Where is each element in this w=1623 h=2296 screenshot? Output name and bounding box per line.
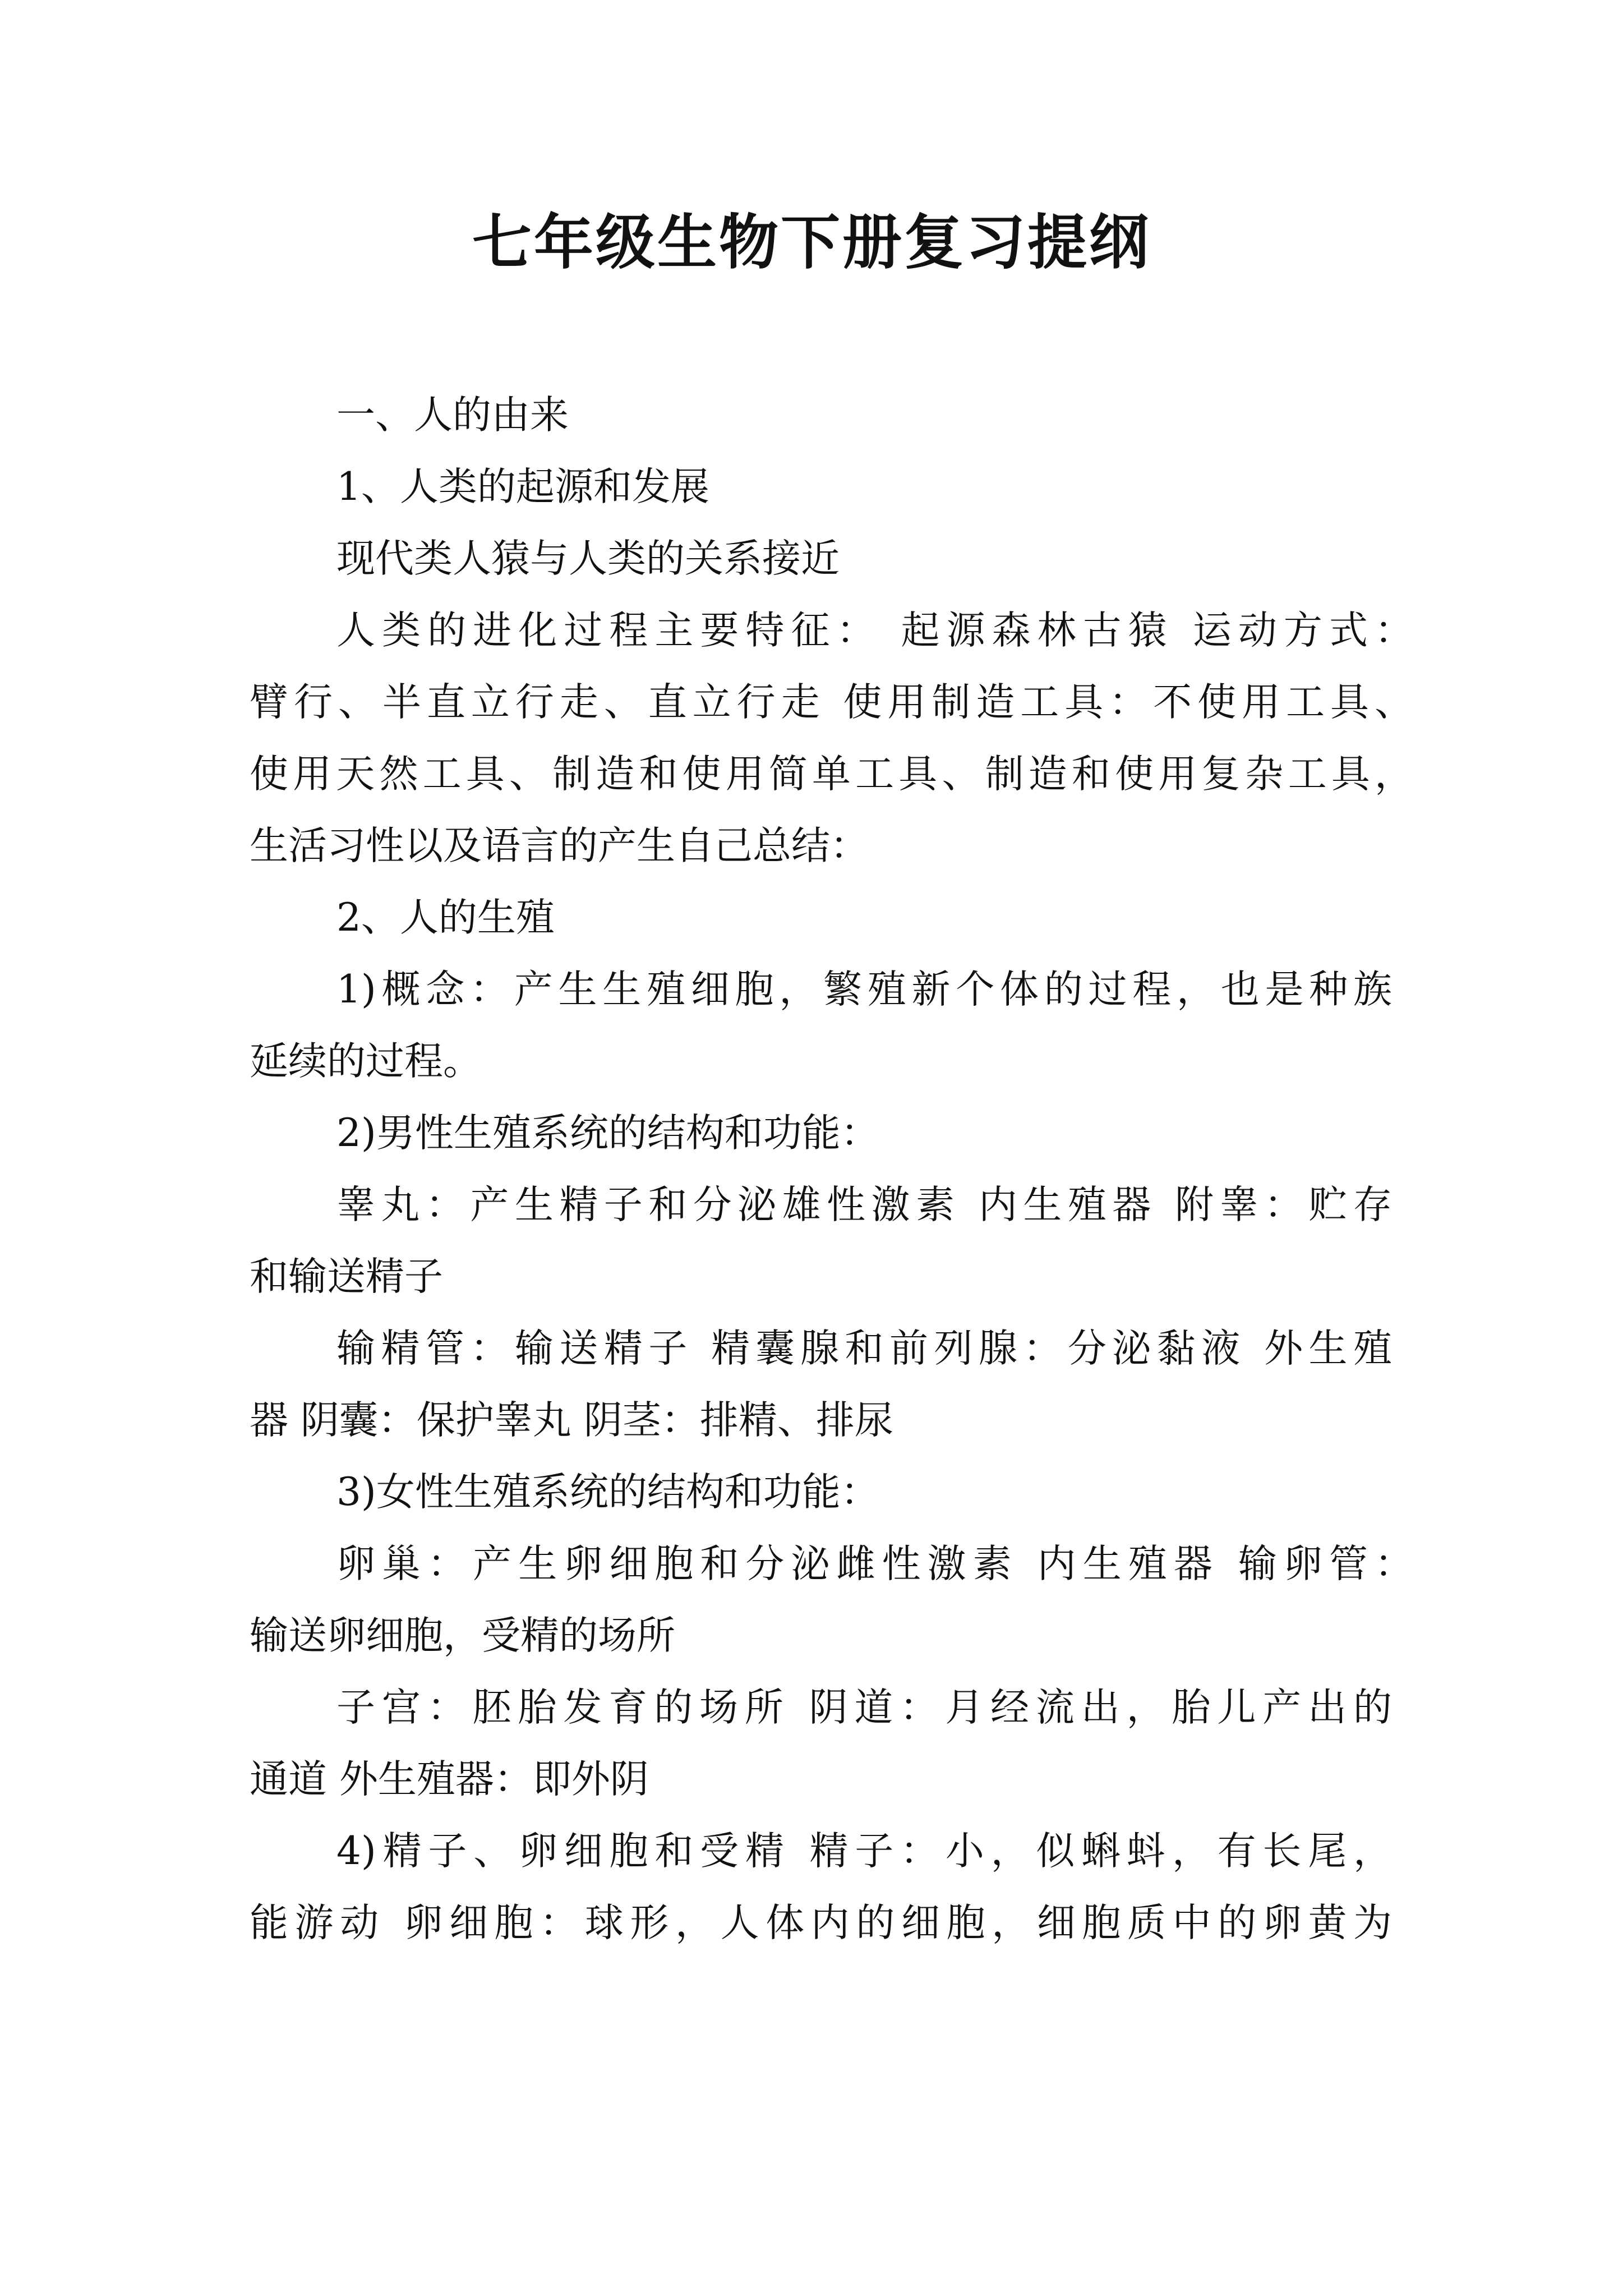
paragraph-line: 2)男性生殖系统的结构和功能：: [336, 1111, 879, 1156]
paragraph-line: 1)概念：产生生殖细胞，繁殖新个体的过程，也是种族: [336, 967, 1392, 1012]
paragraph-line: 3)女性生殖系统的结构和功能：: [336, 1470, 879, 1515]
paragraph-line: 臂行、半直立行走、直立行走 使用制造工具：不使用工具、: [250, 680, 1413, 725]
paragraph-line: 卵巢：产生卵细胞和分泌雌性激素 内生殖器 输卵管：: [336, 1542, 1413, 1586]
paragraph-line: 输送卵细胞，受精的场所: [250, 1613, 675, 1658]
paragraph-line: 人类的进化过程主要特征： 起源森林古猿 运动方式：: [336, 608, 1413, 653]
paragraph-line: 器 阴囊：保护睾丸 阴茎：排精、排尿: [250, 1398, 893, 1443]
paragraph-line: 输精管：输送精子 精囊腺和前列腺：分泌黏液 外生殖: [336, 1326, 1392, 1371]
subsection-heading: 2、人的生殖: [336, 895, 555, 940]
paragraph-line: 现代类人猿与人类的关系接近: [336, 536, 840, 581]
document-title: 七年级生物下册复习提纲: [472, 207, 1151, 277]
section-heading: 一、人的由来: [336, 393, 569, 438]
paragraph-line: 和输送精子: [250, 1254, 443, 1299]
paragraph-line: 子宫：胚胎发育的场所 阴道：月经流出，胎儿产出的: [336, 1685, 1392, 1730]
paragraph-line: 通道 外生殖器：即外阴: [250, 1757, 649, 1802]
paragraph-line: 睾丸：产生精子和分泌雄性激素 内生殖器 附睾：贮存: [336, 1182, 1392, 1227]
paragraph-line: 延续的过程。: [250, 1039, 482, 1084]
subsection-heading: 1、人类的起源和发展: [336, 464, 709, 509]
paragraph-line: 4)精子、卵细胞和受精 精子：小，似蝌蚪，有长尾，: [336, 1829, 1392, 1874]
paragraph-line: 能游动 卵细胞：球形，人体内的细胞，细胞质中的卵黄为: [250, 1901, 1392, 1945]
paragraph-line: 生活习性以及语言的产生自己总结：: [250, 823, 869, 868]
paragraph-line: 使用天然工具、制造和使用简单工具、制造和使用复杂工具，: [250, 752, 1413, 797]
